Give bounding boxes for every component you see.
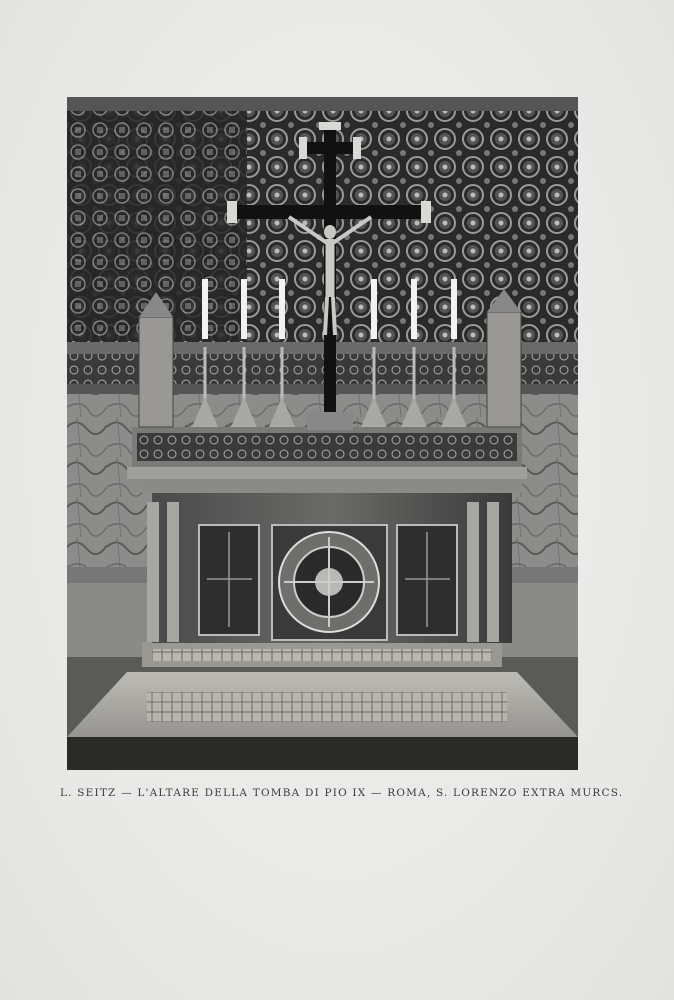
- altar-photograph: [67, 97, 578, 770]
- altar-illustration: [67, 97, 578, 770]
- plate-caption: L. SEITZ — L'ALTARE DELLA TOMBA DI PIO IX — ROMA, S. LORENZO EXTRA MURCS.: [60, 787, 624, 799]
